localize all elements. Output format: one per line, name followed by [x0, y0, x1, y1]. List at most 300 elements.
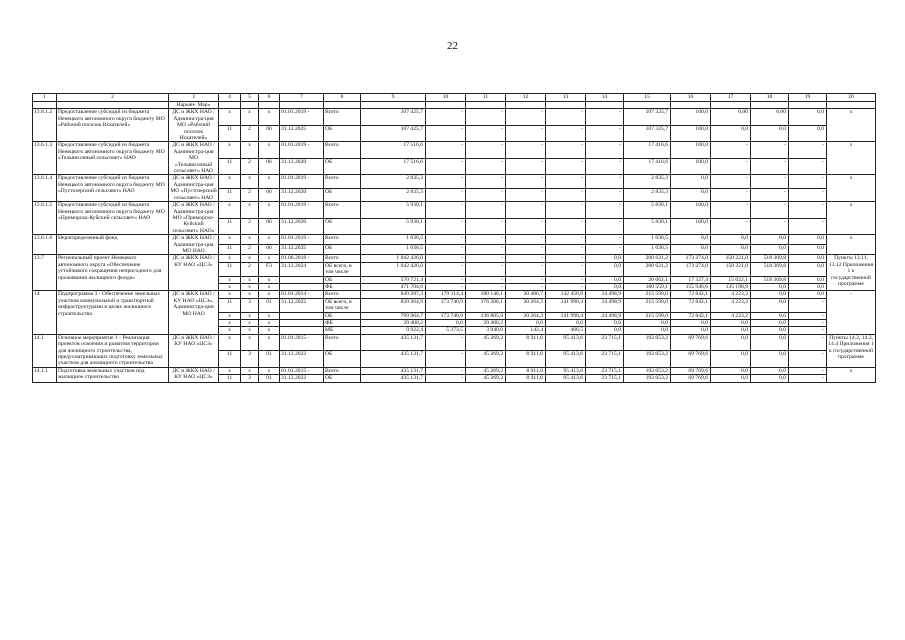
value-cell: -	[506, 188, 546, 201]
value-cell: -	[466, 218, 506, 235]
period-cell: 31.12.2022	[280, 375, 324, 382]
value-cell: -	[789, 351, 827, 368]
value-cell: 17 516,6	[361, 142, 426, 159]
measure-reference: х	[827, 202, 876, 235]
empty-cell	[57, 102, 169, 109]
value-cell: 518 309,8	[751, 255, 789, 262]
period-cell: 31.12.2024	[280, 262, 324, 276]
value-cell: 0,0	[789, 262, 827, 276]
value-cell: 1 036,5	[624, 235, 671, 245]
column-number-2: 2	[57, 94, 169, 102]
source-cell: Всего	[324, 109, 361, 126]
value-cell: -	[546, 245, 586, 255]
value-cell: 142,4	[506, 327, 546, 334]
value-cell: -	[426, 334, 466, 351]
column-number-11: 11	[466, 94, 506, 102]
measure-reference: -	[827, 291, 876, 334]
empty-cell	[671, 102, 711, 109]
code-cell: 2	[241, 245, 259, 255]
value-cell: 72 842,1	[671, 312, 711, 319]
code-cell: х	[219, 283, 241, 290]
code-cell: х	[259, 312, 280, 319]
table-row	[33, 175, 876, 188]
value-cell: -	[426, 375, 466, 382]
value-cell: -	[466, 276, 506, 283]
value-cell: -	[711, 175, 751, 188]
value-cell: 839 364,9	[361, 298, 426, 312]
measure-executor: ДС и ЖКХ НАО / Администра-ция МО НАО	[169, 235, 219, 255]
value-cell: 72 842,1	[671, 291, 711, 298]
source-cell: Всего	[324, 367, 361, 374]
measure-reference: х	[827, 142, 876, 175]
code-cell: х	[219, 312, 241, 319]
code-cell: 06	[259, 158, 280, 175]
value-cell: 0,0	[789, 125, 827, 142]
source-cell: ФБ	[324, 283, 361, 290]
empty-cell	[624, 102, 671, 109]
value-cell: -	[789, 320, 827, 327]
value-cell: -	[586, 202, 624, 219]
code-cell: х	[259, 235, 280, 245]
table-row	[33, 334, 876, 351]
value-cell: 135 198,9	[711, 283, 751, 290]
value-cell: 1 036,5	[361, 235, 426, 245]
value-cell: 0,0	[711, 334, 751, 351]
value-cell: -	[546, 142, 586, 159]
table-row	[33, 291, 876, 298]
code-cell: х	[219, 175, 241, 188]
period-cell: 31.12.2022	[280, 298, 324, 312]
value-cell: 0,0	[711, 327, 751, 334]
source-cell: ОБ	[324, 312, 361, 319]
code-cell: х	[259, 142, 280, 159]
value-cell: 0,0	[711, 125, 751, 142]
value-cell: -	[426, 351, 466, 368]
value-cell: 0,0	[751, 283, 789, 290]
period-cell: 01.01.2014 -	[280, 291, 324, 298]
code-cell: 06	[259, 218, 280, 235]
value-cell: 0,0	[711, 375, 751, 382]
code-cell: х	[259, 283, 280, 290]
value-cell: 45 269,2	[466, 375, 506, 382]
value-cell: -	[426, 158, 466, 175]
value-cell: -	[751, 175, 789, 188]
period-cell: 31.12.2020	[280, 188, 324, 201]
measure-name: Предоставление субсидий из бюджета Ненецкого автономного округа бюджету МО «Рабочий поселок Искателей»	[57, 109, 169, 142]
value-cell: -	[789, 142, 827, 159]
value-cell: 17 416,6	[624, 142, 671, 159]
value-cell: -	[506, 235, 546, 245]
value-cell: 176 206,1	[466, 298, 506, 312]
value-cell: 100,0	[671, 109, 711, 126]
code-cell: х	[241, 109, 259, 126]
value-cell: 173 274,0	[671, 255, 711, 262]
value-cell: 0,0	[711, 320, 751, 327]
value-cell: 8 911,0	[506, 351, 546, 368]
value-cell: 0,0	[624, 327, 671, 334]
code-cell: х	[219, 327, 241, 334]
value-cell: 0,0	[789, 291, 827, 298]
value-cell: -	[466, 175, 506, 188]
empty-cell	[259, 102, 280, 109]
value-cell: 3 940,0	[466, 327, 506, 334]
value-cell: 107 425,7	[361, 109, 426, 126]
source-cell: ОБ	[324, 245, 361, 255]
value-cell: 17 516,6	[361, 158, 426, 175]
value-cell: 1 042 426,0	[361, 262, 426, 276]
value-cell: 435 131,7	[361, 351, 426, 368]
source-cell: Всего	[324, 235, 361, 245]
value-cell: 5 830,1	[624, 202, 671, 219]
value-cell: 8 911,0	[506, 334, 546, 351]
value-cell: 17 416,6	[624, 158, 671, 175]
value-cell: -	[546, 262, 586, 276]
table-row	[33, 255, 876, 262]
value-cell: 179 114,4	[426, 291, 466, 298]
source-cell: ОБ всего, в том числе	[324, 298, 361, 312]
value-cell: 570 721,4	[361, 276, 426, 283]
measure-executor: ДС и ЖКХ НАО / Администра-ция МО «Приморско-Куйский сельсовет» НАО»	[169, 202, 219, 235]
value-cell: 2 835,3	[361, 188, 426, 201]
column-number-19: 19	[789, 94, 827, 102]
source-cell: ОБ	[324, 276, 361, 283]
code-cell: х	[259, 255, 280, 262]
value-cell: 200 621,2	[624, 255, 671, 262]
value-cell: -	[506, 262, 546, 276]
value-cell: -	[426, 142, 466, 159]
code-cell: 11	[219, 262, 241, 276]
measure-reference: Пункты 14.2, 14.3, 14.4 Приложения 1 к государственной программе	[827, 334, 876, 367]
code-cell: х	[241, 255, 259, 262]
code-cell: х	[241, 235, 259, 245]
value-cell: 0,0	[789, 109, 827, 126]
value-cell: 95 413,6	[546, 375, 586, 382]
value-cell: 0,0	[586, 255, 624, 262]
value-cell: -	[711, 158, 751, 175]
code-cell: 06	[259, 245, 280, 255]
value-cell: 150 221,0	[711, 262, 751, 276]
value-cell: -	[506, 158, 546, 175]
value-cell: -	[426, 245, 466, 255]
value-cell: 8 911,0	[506, 375, 546, 382]
value-cell: -	[466, 283, 506, 290]
period-cell: 31.12.2022	[280, 351, 324, 368]
value-cell: 150 221,0	[711, 255, 751, 262]
value-cell: 5 373,5	[426, 327, 466, 334]
value-cell: 0,0	[751, 351, 789, 368]
source-cell: Всего	[324, 255, 361, 262]
value-cell: 173 740,9	[426, 312, 466, 319]
column-number-5: 5	[241, 94, 259, 102]
source-cell: ОБ	[324, 188, 361, 201]
value-cell: -	[789, 312, 827, 319]
column-number-17: 17	[711, 94, 751, 102]
page-number: 22	[447, 40, 458, 52]
empty-cell	[711, 102, 751, 109]
value-cell: 107 325,7	[624, 109, 671, 126]
value-cell: 0,0	[751, 125, 789, 142]
source-cell: ОБ	[324, 218, 361, 235]
measure-name: Предоставление субсидий из бюджета Ненецкого автономного округа бюджету МО «Приморско-Куйский сельсовет» НАО	[57, 202, 169, 235]
value-cell: 5 830,1	[624, 218, 671, 235]
value-cell: 0,0	[789, 255, 827, 262]
column-number-12: 12	[506, 94, 546, 102]
value-cell: 0,00	[751, 109, 789, 126]
value-cell: 173 740,9	[426, 298, 466, 312]
value-cell: 39 400,2	[466, 320, 506, 327]
value-cell: -	[789, 327, 827, 334]
empty-cell	[33, 102, 57, 109]
column-number-15: 15	[624, 94, 671, 102]
value-cell: -	[546, 109, 586, 126]
code-cell: 11	[219, 125, 241, 142]
code-cell: 3	[241, 351, 259, 368]
value-cell: 5 930,1	[361, 218, 426, 235]
value-cell: 192 053,2	[624, 334, 671, 351]
code-cell: х	[241, 312, 259, 319]
value-cell: 0,0	[426, 320, 466, 327]
value-cell: -	[506, 276, 546, 283]
value-cell: -	[506, 255, 546, 262]
period-cell	[280, 327, 324, 334]
measure-reference: х	[827, 367, 876, 382]
value-cell: -	[466, 158, 506, 175]
code-cell: 01	[259, 375, 280, 382]
value-cell: 95 413,6	[546, 334, 586, 351]
empty-cell	[280, 102, 324, 109]
value-cell: 173 274,0	[671, 262, 711, 276]
column-number-3: 3	[169, 94, 219, 102]
value-cell: -	[586, 158, 624, 175]
value-cell: 0,0	[671, 327, 711, 334]
value-cell: -	[546, 218, 586, 235]
value-cell: -	[586, 175, 624, 188]
value-cell: 4 223,2	[711, 291, 751, 298]
code-cell: 11	[219, 298, 241, 312]
value-cell: 518 309,8	[751, 262, 789, 276]
value-cell: -	[426, 175, 466, 188]
value-cell: 23 715,1	[586, 351, 624, 368]
measure-reference: х	[827, 109, 876, 142]
value-cell: 0,0	[711, 245, 751, 255]
value-cell: 95 413,6	[546, 367, 586, 374]
value-cell: -	[506, 109, 546, 126]
measure-name: Подпрограмма 3 - Обеспечение земельных участков коммунальной и транспортной инфраструктурами в целях жилищного строительства	[57, 291, 169, 334]
value-cell: -	[466, 109, 506, 126]
value-cell: 0,0	[586, 327, 624, 334]
value-cell: -	[789, 218, 827, 235]
empty-cell	[751, 102, 789, 109]
value-cell: -	[546, 202, 586, 219]
code-cell: х	[219, 142, 241, 159]
table-row	[33, 202, 876, 219]
measure-name: Нераспределенный фонд	[57, 235, 169, 255]
value-cell: -	[546, 255, 586, 262]
table-body	[33, 94, 876, 383]
value-cell: 849 287,3	[361, 291, 426, 298]
measure-reference: Пункты 13.11, 13.12 Приложения 1 к государственной программе	[827, 255, 876, 291]
value-cell: -	[466, 262, 506, 276]
value-cell: 799 964,7	[361, 312, 426, 319]
code-cell: х	[241, 291, 259, 298]
value-cell: -	[789, 367, 827, 374]
table-row	[33, 142, 876, 159]
measure-name: Предоставление субсидий из бюджета Ненецкого автономного округа бюджету МО «Пустозерский сельсовет» НАО	[57, 175, 169, 202]
measure-number: 13.6.1.3	[33, 142, 57, 175]
value-cell: -	[586, 125, 624, 142]
column-number-13: 13	[546, 94, 586, 102]
measure-reference: х	[827, 235, 876, 255]
value-cell: -	[506, 245, 546, 255]
value-cell: 142 456,9	[546, 291, 586, 298]
code-cell: х	[241, 334, 259, 351]
value-cell: 8 911,0	[506, 367, 546, 374]
value-cell: -	[789, 202, 827, 219]
value-cell: 471 704,6	[361, 283, 426, 290]
code-cell: х	[241, 175, 259, 188]
value-cell: -	[789, 375, 827, 382]
code-cell: х	[241, 142, 259, 159]
value-cell: 0,0	[624, 320, 671, 327]
measures-table	[32, 93, 876, 383]
code-cell: х	[241, 202, 259, 219]
period-cell: 01.01.2019 -	[280, 142, 324, 159]
value-cell: 0,0	[586, 320, 624, 327]
value-cell: 0,0	[789, 283, 827, 290]
code-cell: х	[219, 276, 241, 283]
code-cell: х	[241, 367, 259, 374]
value-cell: 30 406,7	[506, 291, 546, 298]
value-cell: -	[546, 175, 586, 188]
column-number-8: 8	[324, 94, 361, 102]
value-cell: -	[426, 367, 466, 374]
code-cell: 11	[219, 188, 241, 201]
column-number-row	[33, 94, 876, 102]
value-cell: 4 223,2	[711, 298, 751, 312]
value-cell: 69 769,6	[671, 367, 711, 374]
value-cell: -	[426, 188, 466, 201]
value-cell: -	[546, 276, 586, 283]
empty-cell	[546, 102, 586, 109]
value-cell: 23 715,1	[586, 375, 624, 382]
value-cell: 20 062,1	[624, 276, 671, 283]
continuation-row	[33, 102, 876, 109]
empty-cell	[466, 102, 506, 109]
period-cell: 01.01.2019 -	[280, 235, 324, 245]
value-cell: -	[426, 235, 466, 245]
value-cell: -	[426, 283, 466, 290]
value-cell: -	[789, 334, 827, 351]
value-cell: 0,0	[751, 320, 789, 327]
value-cell: -	[466, 235, 506, 245]
value-cell: -	[546, 125, 586, 142]
value-cell: 0,0	[671, 235, 711, 245]
measure-name: Подготовка земельных участков под жилищное строительство	[57, 367, 169, 382]
value-cell: 0,0	[751, 245, 789, 255]
measure-reference: х	[827, 175, 876, 202]
code-cell: х	[259, 109, 280, 126]
column-number-6: 6	[259, 94, 280, 102]
value-cell: 0,0	[711, 367, 751, 374]
value-cell: 0,0	[586, 262, 624, 276]
value-cell: -	[546, 283, 586, 290]
value-cell: 180 146,1	[466, 291, 506, 298]
code-cell: 11	[219, 375, 241, 382]
value-cell: 215 599,0	[624, 291, 671, 298]
measure-name: Предоставление субсидий из бюджета Ненецкого автономного округа бюджету МО «Тельвисочный сельсовет» НАО	[57, 142, 169, 175]
empty-cell	[789, 102, 827, 109]
code-cell: 11	[219, 158, 241, 175]
value-cell: -	[586, 188, 624, 201]
source-cell: ОБ	[324, 351, 361, 368]
column-number-18: 18	[751, 94, 789, 102]
value-cell: 466,5	[546, 327, 586, 334]
value-cell: -	[711, 188, 751, 201]
code-cell: х	[219, 235, 241, 245]
value-cell: 0,0	[751, 367, 789, 374]
period-cell	[280, 283, 324, 290]
empty-cell	[506, 102, 546, 109]
source-cell: Всего	[324, 334, 361, 351]
code-cell: х	[259, 202, 280, 219]
period-cell	[280, 320, 324, 327]
measure-number: 13.6.1.2	[33, 109, 57, 142]
source-cell: ОБ всего, в том числе	[324, 262, 361, 276]
value-cell: 0,0	[671, 188, 711, 201]
period-cell: 31.12.2020	[280, 158, 324, 175]
value-cell: 23 715,1	[586, 367, 624, 374]
period-cell	[280, 312, 324, 319]
measure-number: 13.6.1.4	[33, 175, 57, 202]
column-number-4: 4	[219, 94, 241, 102]
value-cell: 0,0	[546, 320, 586, 327]
value-cell: -	[586, 218, 624, 235]
empty-cell	[361, 102, 426, 109]
value-cell: 4 223,2	[711, 312, 751, 319]
value-cell: 107 425,7	[361, 125, 426, 142]
value-cell: -	[586, 109, 624, 126]
value-cell: -	[751, 218, 789, 235]
value-cell: -	[426, 218, 466, 235]
value-cell: 192 053,2	[624, 375, 671, 382]
code-cell: х	[219, 367, 241, 374]
value-cell: -	[426, 276, 466, 283]
value-cell: 100,0	[671, 158, 711, 175]
value-cell: 0,0	[671, 175, 711, 188]
code-cell: 2	[241, 262, 259, 276]
value-cell: 180 559,1	[624, 283, 671, 290]
code-cell: х	[259, 327, 280, 334]
measure-name: Региональный проект Ненецкого автономного округа «Обеспечение устойчивого сокращения непригодного для проживания жилищного фонда»	[57, 255, 169, 291]
code-cell: 11	[219, 245, 241, 255]
value-cell: 0,0	[586, 283, 624, 290]
column-number-1: 1	[33, 94, 57, 102]
value-cell: -	[546, 188, 586, 201]
measure-number: 14.1	[33, 334, 57, 367]
value-cell: -	[506, 218, 546, 235]
value-cell: 30 264,3	[506, 312, 546, 319]
code-cell: 2	[241, 188, 259, 201]
period-cell: 01.06.2018 -	[280, 255, 324, 262]
value-cell: 107 325,7	[624, 125, 671, 142]
value-cell: -	[506, 142, 546, 159]
column-number-9: 9	[361, 94, 426, 102]
value-cell: 0,0	[751, 291, 789, 298]
empty-cell	[219, 102, 241, 109]
measure-number: 13.6.1.5	[33, 202, 57, 235]
value-cell: 518 309,8	[751, 276, 789, 283]
measure-number: 14.1.1	[33, 367, 57, 382]
